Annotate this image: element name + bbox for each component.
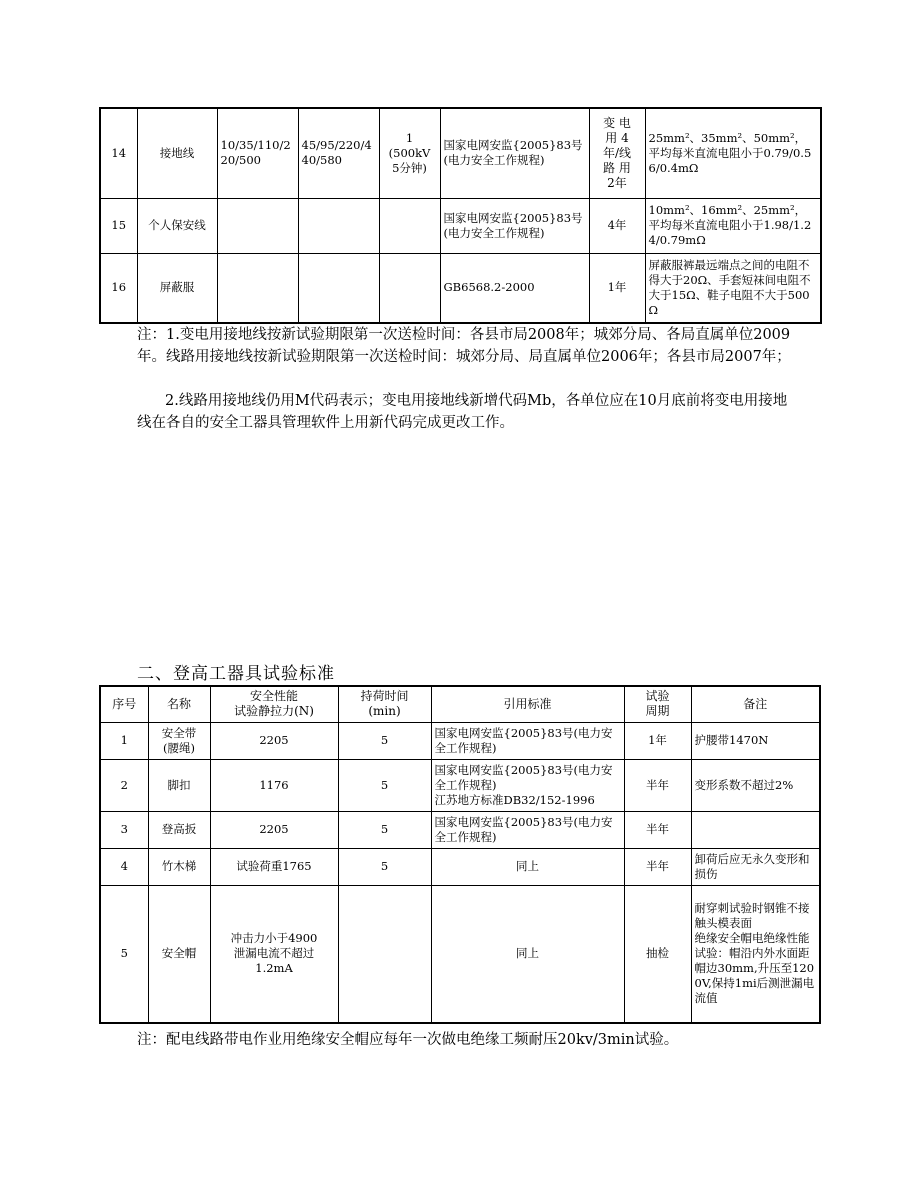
remark: 卸荷后应无永久变形和损伤 <box>691 848 820 885</box>
header-duration: 持荷时间 (min) <box>338 686 431 722</box>
test-period: 半年 <box>624 848 691 885</box>
standard: 同上 <box>431 848 624 885</box>
standard: 国家电网安监{2005}83号(电力安全工作规程) <box>431 811 624 848</box>
hold-duration: 5 <box>338 722 431 759</box>
test-voltage <box>298 198 379 253</box>
standard: 国家电网安监{2005}83号(电力安全工作规程) <box>440 108 589 198</box>
header-name: 名称 <box>148 686 210 722</box>
static-force: 1176 <box>210 759 338 811</box>
remark: 护腰带1470N <box>691 722 820 759</box>
row-number: 16 <box>100 253 137 323</box>
row-number: 4 <box>100 848 148 885</box>
test-period: 1年 <box>624 722 691 759</box>
tool-name: 安全帽 <box>148 885 210 1023</box>
header-standard: 引用标准 <box>431 686 624 722</box>
table-row <box>100 253 821 323</box>
hold-duration: 5 <box>338 759 431 811</box>
static-force: 试验荷重1765 <box>210 848 338 885</box>
table-header <box>100 686 820 722</box>
remark: 耐穿刺试验时钢锥不接触头模表面 绝缘安全帽电绝缘性能试验：帽沿内外水面距帽边30mm,升压至1200V,保持1mi后测泄漏电流值 <box>691 885 820 1023</box>
hold-duration: 5 <box>338 811 431 848</box>
section-title: 二、登高工器具试验标准 <box>137 664 335 684</box>
header-remark: 备注 <box>691 686 820 722</box>
table-row <box>100 848 820 885</box>
tool-name: 屏蔽服 <box>137 253 217 323</box>
tool-name: 脚扣 <box>148 759 210 811</box>
standard: 国家电网安监{2005}83号(电力安全工作规程) <box>431 722 624 759</box>
test-voltage: 45/95/220/440/580 <box>298 108 379 198</box>
note-2: 2.线路用接地线仍用M代码表示；变电用接地线新增代码Mb，各单位应在10月底前将变电用接地线在各自的安全工器具管理软件上用新代码完成更改工作。 <box>137 393 788 431</box>
table-row <box>100 198 821 253</box>
header-period: 试验 周期 <box>624 686 691 722</box>
remark <box>691 811 820 848</box>
row-number: 1 <box>100 722 148 759</box>
test-period: 4年 <box>589 198 645 253</box>
remark: 10mm²、16mm²、25mm²，平均每米直流电阻小于1.98/1.24/0.79mΩ <box>645 198 821 253</box>
remark: 25mm²、35mm²、50mm²，平均每米直流电阻小于0.79/0.56/0.4mΩ <box>645 108 821 198</box>
row-number: 2 <box>100 759 148 811</box>
standard: GB6568.2-2000 <box>440 253 589 323</box>
tool-name: 接地线 <box>137 108 217 198</box>
tool-name: 个人保安线 <box>137 198 217 253</box>
standard: 同上 <box>431 885 624 1023</box>
tool-name: 安全带 (腰绳) <box>148 722 210 759</box>
duration <box>379 198 440 253</box>
duration <box>379 253 440 323</box>
hold-duration: 5 <box>338 848 431 885</box>
table-row <box>100 885 820 1023</box>
note-1: 注：1.变电用接地线按新试验期限第一次送检时间：各县市局2008年；城郊分局、各局直属单位2009年。线路用接地线按新试验期限第一次送检时间：城郊分局、局直属单位2006年；各县市局2007年； <box>137 327 791 365</box>
rated-voltage: 10/35/110/220/500 <box>217 108 298 198</box>
hold-duration <box>338 885 431 1023</box>
standard: 国家电网安监{2005}83号(电力安全工作规程) <box>440 198 589 253</box>
duration: 1 (500kV 5分钟) <box>379 108 440 198</box>
static-force: 冲击力小于4900 泄漏电流不超过 1.2mA <box>210 885 338 1023</box>
tool-name: 竹木梯 <box>148 848 210 885</box>
tool-name: 登高扳 <box>148 811 210 848</box>
row-number: 14 <box>100 108 137 198</box>
static-force: 2205 <box>210 811 338 848</box>
header-force: 安全性能 试验静拉力(N) <box>210 686 338 722</box>
table-row <box>100 108 821 198</box>
note-3: 注：配电线路带电作业用绝缘安全帽应每年一次做电绝缘工频耐压20kv/3min试验。 <box>137 1032 679 1048</box>
test-period: 半年 <box>624 759 691 811</box>
table-row <box>100 811 820 848</box>
table-row <box>100 759 820 811</box>
test-period: 1年 <box>589 253 645 323</box>
row-number: 15 <box>100 198 137 253</box>
grounding-wire-table <box>99 107 822 324</box>
test-period: 半年 <box>624 811 691 848</box>
rated-voltage <box>217 253 298 323</box>
test-period: 抽检 <box>624 885 691 1023</box>
row-number: 5 <box>100 885 148 1023</box>
remark: 变形系数不超过2% <box>691 759 820 811</box>
standard: 国家电网安监{2005}83号(电力安全工作规程) 江苏地方标准DB32/152-1996 <box>431 759 624 811</box>
remark: 屏蔽服裤最远端点之间的电阻不得大于20Ω、手套短袜间电阻不大于15Ω、鞋子电阻不大于500Ω <box>645 253 821 323</box>
test-period: 变 电 用 4 年/线 路 用 2年 <box>589 108 645 198</box>
static-force: 2205 <box>210 722 338 759</box>
table-row <box>100 722 820 759</box>
row-number: 3 <box>100 811 148 848</box>
test-voltage <box>298 253 379 323</box>
rated-voltage <box>217 198 298 253</box>
climbing-tools-table <box>99 685 821 1024</box>
header-no: 序号 <box>100 686 148 722</box>
